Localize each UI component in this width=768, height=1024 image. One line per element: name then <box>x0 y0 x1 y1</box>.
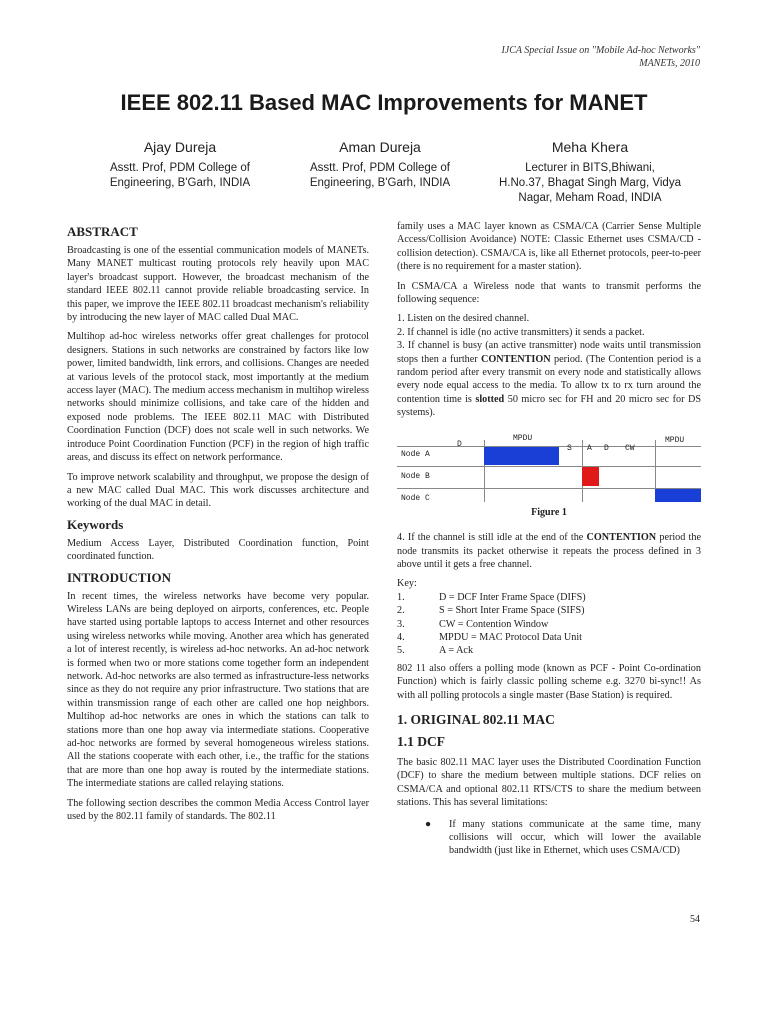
bullet-text: If many stations communicate at the same time, many collisions will occur, which will lower the available bandwidth (just like in Ethernet, which uses CSMA/CD) <box>449 818 701 857</box>
node-b-ack-block <box>582 467 599 486</box>
mpdu-label: MPDU <box>513 433 533 443</box>
step-bold: CONTENTION <box>586 532 657 544</box>
key-text: MPDU = MAC Protocol Data Unit <box>439 631 582 643</box>
key-item <box>397 644 701 657</box>
mpdu-label-2: MPDU <box>665 435 685 445</box>
step-bold: CONTENTION <box>481 353 551 365</box>
journal-header <box>501 44 700 70</box>
affiliation-line: Asstt. Prof, PDM College of <box>110 162 250 174</box>
keywords-text: Medium Access Layer, Distributed Coordination function, Point coordinated function. <box>67 537 369 563</box>
author-affiliation <box>70 161 290 191</box>
cw-label: CW <box>625 443 635 453</box>
author-name: Meha Khera <box>551 139 629 155</box>
key-item <box>397 591 701 604</box>
key-label: Key: <box>397 578 417 590</box>
introduction-heading: INTRODUCTION <box>67 569 172 585</box>
right-column <box>397 221 702 858</box>
affiliation-line: H.No.37, Bhagat Singh Marg, Vidya <box>499 177 681 189</box>
step-text: period the node transmits its packet otherwise it repeats the process defined in 3 above until it gets a free channel. <box>397 532 701 570</box>
node-b-label: Node B <box>401 471 430 481</box>
node-c-mpdu-block <box>655 489 701 502</box>
key-text: D = DCF Inter Frame Space (DIFS) <box>439 591 586 603</box>
sequence-step: 1. Listen on the desired channel. <box>397 313 530 325</box>
difs-label-2: D <box>604 443 609 453</box>
author-affiliation <box>470 161 710 206</box>
bullet-icon: ● <box>425 818 432 830</box>
body-paragraph: In CSMA/CA a Wireless node that wants to transmit performs the following sequence: <box>397 280 701 306</box>
author-1 <box>70 138 290 191</box>
key-number: 4. <box>397 631 405 643</box>
step-text: 4. If the channel is still idle at the end of the <box>397 532 584 544</box>
key-number: 3. <box>397 618 405 630</box>
node-c-label: Node C <box>401 493 430 503</box>
key-text: CW = Contention Window <box>439 618 549 630</box>
sequence-step <box>397 339 701 419</box>
key-item <box>397 604 701 617</box>
author-name: Aman Dureja <box>339 139 421 155</box>
page-number: 54 <box>690 914 700 925</box>
affiliation-line: Engineering, B'Garh, INDIA <box>109 177 251 189</box>
node-a-mpdu-block <box>484 447 559 465</box>
key-list <box>397 577 701 657</box>
figure-caption: Figure 1 <box>531 506 567 518</box>
affiliation-line: Asstt. Prof, PDM College of <box>310 162 450 174</box>
step-text: 50 micro sec for FH and 20 micro sec for DS systems). <box>397 393 701 419</box>
csma-sequence <box>397 312 701 419</box>
intro-paragraph: The following section describes the common Media Access Control layer used by the 802.11 family of standards. The 802.11 <box>67 797 369 823</box>
key-text: A = Ack <box>439 645 474 657</box>
author-name: Ajay Dureja <box>143 139 217 155</box>
affiliation-line: Lecturer in BITS,Bhiwani, <box>525 162 655 174</box>
sifs-label: S <box>567 443 572 453</box>
step-text: period. (The Contention period is a random period after every transmit on every node and statistically allows every node equal access to the media. To allow tx to rx turn around the contention time is <box>397 353 702 405</box>
sequence-step: 2. If channel is idle (no active transmitters) it sends a packet. <box>397 326 645 338</box>
abstract-paragraph: Multihop ad-hoc wireless networks offer great challenges for protocol designers. Stations in such networks are constrained by factors like low power, limited bandwidth, link errors, and collisions. Changes are needed at various levels of the protocol stack, most importantly at the medium access layer (MAC). The medium access mechanism in multihop wireless networks should minimize collisions, and take care of the hidden and exposed node problems. The IEEE 802.11 MAC with Distributed Coordination Function (DCF) does not scale well in such networks. We introduce Point Coordination Function (PCF) in the region of high traffic areas, and discuss its effect on network performance. <box>67 331 369 464</box>
key-text: S = Short Inter Frame Space (SIFS) <box>439 605 585 617</box>
journal-line-2: MANETs, 2010 <box>639 58 700 69</box>
sequence-step <box>397 531 701 571</box>
step-text: 3. If channel is busy (an active transmitter) node waits until transmission stops then a further <box>397 340 701 365</box>
body-paragraph: The basic 802.11 MAC layer uses the Distributed Coordination Function (DCF) to share the medium between multiple stations. DCF relies on CSMA/CA and optional 802.11 RTS/CTS to share the medium between stations. This has several limitations: <box>397 756 701 809</box>
figure-1-diagram <box>397 432 701 502</box>
body-paragraph: 802 11 also offers a polling mode (known as PCF - Point Co-ordination Function) which is fairly classic polling scheme e.g. 3270 bi-sync!! As with all polling protocols a single master (Base Station) is required. <box>397 662 701 701</box>
difs-label: D <box>457 439 462 449</box>
author-2 <box>270 138 490 191</box>
left-column <box>67 224 369 829</box>
affiliation-line: Nagar, Meham Road, INDIA <box>518 192 662 204</box>
abstract-paragraph: To improve network scalability and throughput, we propose the design of a new MAC called Dual MAC. This work discusses architecture and working of the dual MAC in detail. <box>67 471 369 510</box>
bullet-item <box>425 818 701 858</box>
intro-paragraph: In recent times, the wireless networks have become very popular. Wireless LANs are being deployed on airports, conferences, etc. People have started using portable laptops to access Internet and other resources using wireless networks while moving. Another area which has generated a lot of interest recently, is wireless ad-hoc networks. An ad-hoc network is formed when two or more stations come together form an independent network. Ad-hoc networks are also termed as infrastructure-less networks since as they do not require any prior infrastructure. Two stations that are within transmission range of each other are called one hop neighbors. Multihop ad-hoc networks are ones in which the stations can talk to stations more than one hop away via intermediate stations. Cooperative ad-hoc networks are formed by several homogeneous wireless stations. All the stations cooperate with each other, i.e., the traffic for the stations that are more than one hop away is routed by the intermediate stations. The intermediate stations are called relaying stations. <box>67 590 369 790</box>
key-item <box>397 618 701 631</box>
key-item <box>397 631 701 644</box>
step-bold: slotted <box>475 393 505 405</box>
journal-line-1: IJCA Special Issue on "Mobile Ad-hoc Networks" <box>501 45 700 56</box>
body-paragraph: family uses a MAC layer known as CSMA/CA (Carrier Sense Multiple Access/Collision Avoidance) NOTE: Classic Ethernet uses CSMA/CD - collision detection). CSMA/CA is, like all Ethernet protocols, peer-to-peer (there is no requirement for a master station). <box>397 221 701 273</box>
key-number: 2. <box>397 605 405 617</box>
section-1-heading: 1. ORIGINAL 802.11 MAC <box>397 711 555 727</box>
keywords-heading: Keywords <box>67 516 124 532</box>
abstract-paragraph: Broadcasting is one of the essential communication models of MANETs. Many MANET multicast routing protocols rely heavily upon MAC layer's broadcast support. However, the broadcast mechanism of the standard IEEE 802.11 cannot provide reliable broadcasting service. In this paper, we improve the IEEE 802.11 broadcast mechanism's reliability by introducing the new layer of MAC called Dual MAC. <box>67 245 369 324</box>
ack-label: A <box>587 443 592 453</box>
key-number: 5. <box>397 645 405 657</box>
paper-title: IEEE 802.11 Based MAC Improvements for MANET <box>120 90 648 115</box>
section-1-1-heading: 1.1 DCF <box>397 733 445 749</box>
key-number: 1. <box>397 591 405 603</box>
author-affiliation <box>270 161 490 191</box>
affiliation-line: Engineering, B'Garh, INDIA <box>309 177 451 189</box>
author-3 <box>470 138 710 206</box>
node-a-label: Node A <box>401 449 430 459</box>
abstract-heading: ABSTRACT <box>67 224 138 239</box>
